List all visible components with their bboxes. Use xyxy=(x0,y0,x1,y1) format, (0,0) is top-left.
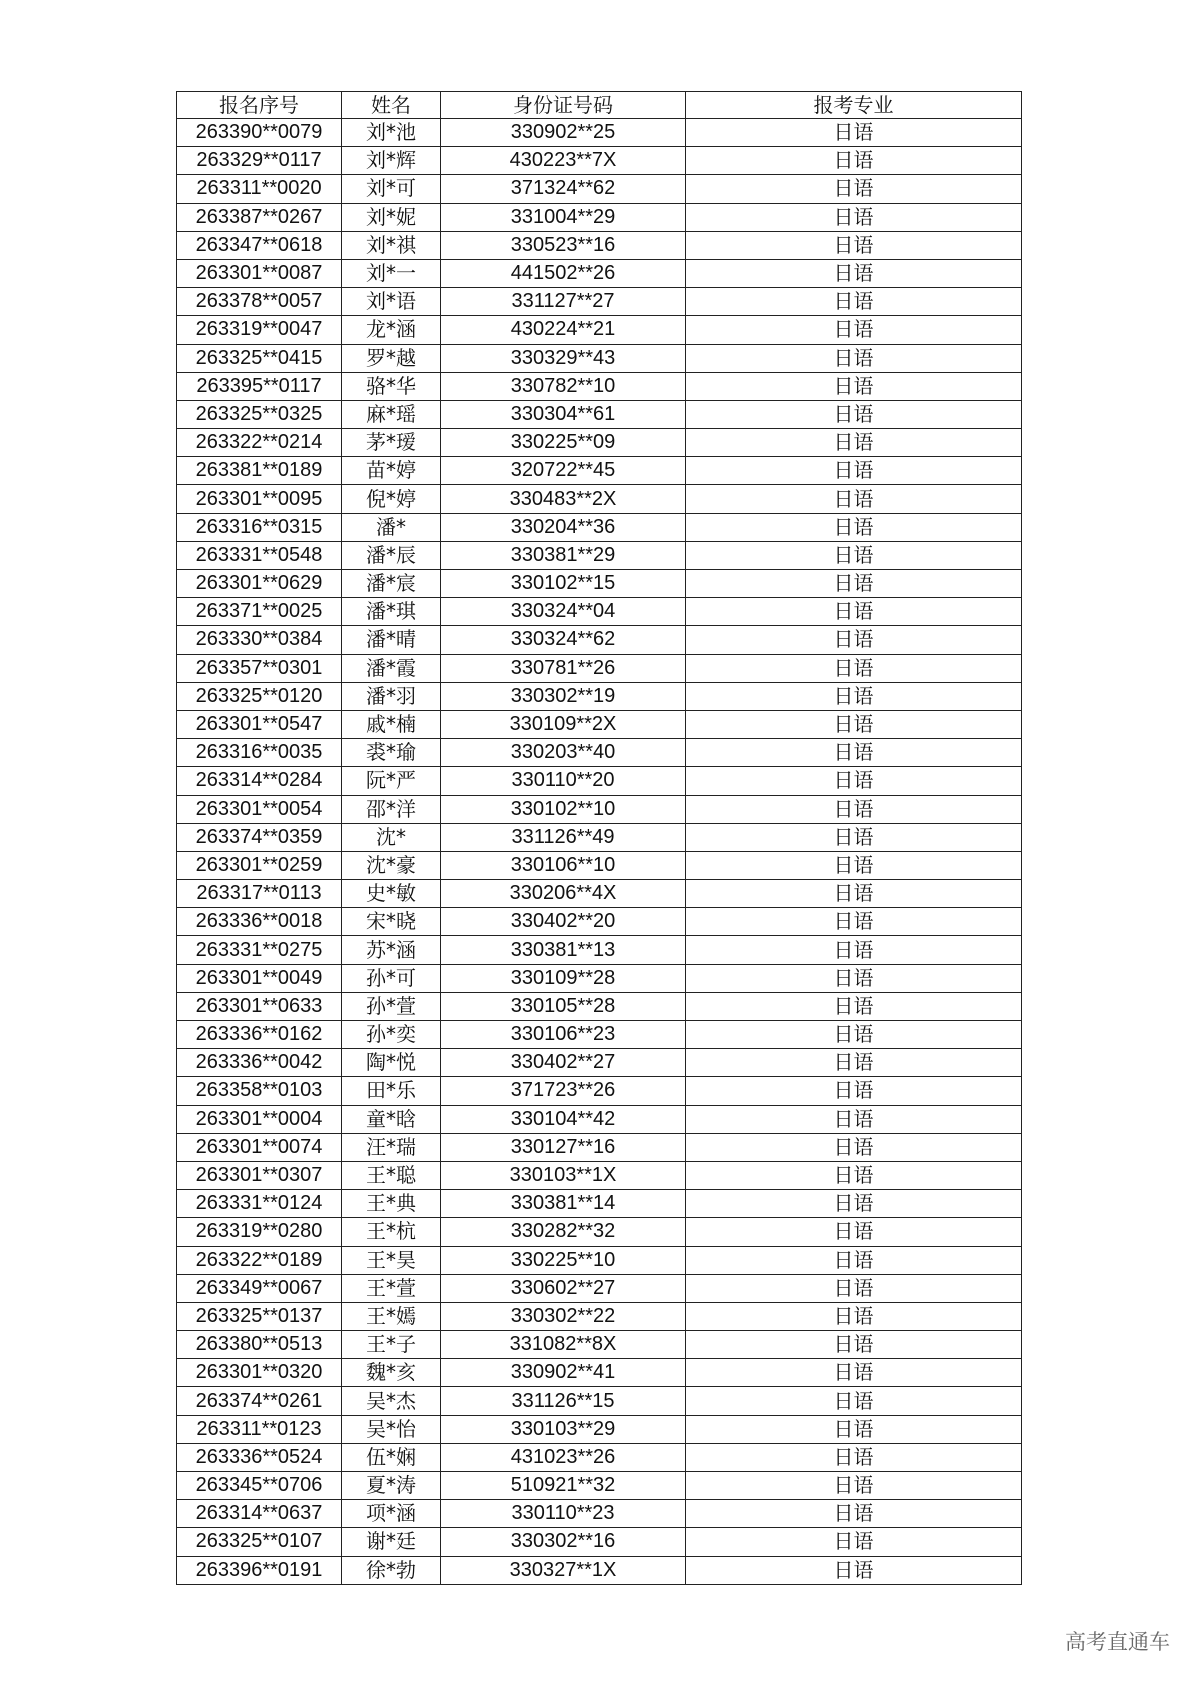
cell-name: 骆*华 xyxy=(342,372,441,400)
cell-registration-no: 263311**0020 xyxy=(177,175,342,203)
cell-registration-no: 263301**0633 xyxy=(177,992,342,1020)
cell-name: 孙*奕 xyxy=(342,1021,441,1049)
header-id-number: 身份证号码 xyxy=(441,92,686,119)
cell-id-number: 330109**28 xyxy=(441,964,686,992)
cell-id-number: 331127**27 xyxy=(441,288,686,316)
cell-registration-no: 263336**0042 xyxy=(177,1049,342,1077)
cell-name: 茅*瑷 xyxy=(342,429,441,457)
cell-registration-no: 263325**0107 xyxy=(177,1528,342,1556)
table-row xyxy=(177,1133,1022,1161)
cell-major: 日语 xyxy=(686,1190,1022,1218)
cell-name: 潘*宸 xyxy=(342,570,441,598)
table-row xyxy=(177,936,1022,964)
applicant-table xyxy=(176,91,1022,1585)
table-row xyxy=(177,908,1022,936)
table-row xyxy=(177,457,1022,485)
table-row xyxy=(177,1443,1022,1471)
cell-name: 王*嫣 xyxy=(342,1302,441,1330)
cell-name: 谢*廷 xyxy=(342,1528,441,1556)
cell-major: 日语 xyxy=(686,1387,1022,1415)
cell-id-number: 330104**42 xyxy=(441,1105,686,1133)
table-row xyxy=(177,1161,1022,1189)
cell-registration-no: 263317**0113 xyxy=(177,880,342,908)
table-row xyxy=(177,372,1022,400)
cell-id-number: 330106**10 xyxy=(441,851,686,879)
cell-name: 刘*可 xyxy=(342,175,441,203)
cell-id-number: 330110**23 xyxy=(441,1500,686,1528)
cell-id-number: 330402**27 xyxy=(441,1049,686,1077)
cell-name: 项*涵 xyxy=(342,1500,441,1528)
table-row xyxy=(177,316,1022,344)
cell-registration-no: 263301**0054 xyxy=(177,795,342,823)
cell-id-number: 330302**16 xyxy=(441,1528,686,1556)
cell-registration-no: 263331**0275 xyxy=(177,936,342,964)
cell-registration-no: 263371**0025 xyxy=(177,598,342,626)
cell-major: 日语 xyxy=(686,992,1022,1020)
table-row xyxy=(177,1387,1022,1415)
cell-id-number: 330225**09 xyxy=(441,429,686,457)
header-name: 姓名 xyxy=(342,92,441,119)
cell-name: 刘*池 xyxy=(342,119,441,147)
cell-id-number: 330206**4X xyxy=(441,880,686,908)
cell-major: 日语 xyxy=(686,1077,1022,1105)
cell-id-number: 330103**1X xyxy=(441,1161,686,1189)
table-row xyxy=(177,1077,1022,1105)
cell-registration-no: 263301**0547 xyxy=(177,710,342,738)
table-row xyxy=(177,1359,1022,1387)
table-row xyxy=(177,541,1022,569)
cell-id-number: 330302**19 xyxy=(441,682,686,710)
table-row xyxy=(177,513,1022,541)
cell-name: 王*子 xyxy=(342,1331,441,1359)
cell-registration-no: 263301**0074 xyxy=(177,1133,342,1161)
cell-major: 日语 xyxy=(686,541,1022,569)
table-row xyxy=(177,485,1022,513)
cell-name: 邵*洋 xyxy=(342,795,441,823)
cell-registration-no: 263329**0117 xyxy=(177,147,342,175)
table-row xyxy=(177,1021,1022,1049)
cell-major: 日语 xyxy=(686,1049,1022,1077)
table-row xyxy=(177,795,1022,823)
cell-id-number: 330204**36 xyxy=(441,513,686,541)
table-row xyxy=(177,964,1022,992)
table-row xyxy=(177,1331,1022,1359)
table-row xyxy=(177,654,1022,682)
cell-major: 日语 xyxy=(686,851,1022,879)
cell-major: 日语 xyxy=(686,1359,1022,1387)
table-row xyxy=(177,598,1022,626)
cell-name: 伍*娴 xyxy=(342,1443,441,1471)
cell-id-number: 330483**2X xyxy=(441,485,686,513)
cell-registration-no: 263319**0280 xyxy=(177,1218,342,1246)
table-row xyxy=(177,1274,1022,1302)
cell-name: 童*晗 xyxy=(342,1105,441,1133)
cell-name: 罗*越 xyxy=(342,344,441,372)
cell-major: 日语 xyxy=(686,1302,1022,1330)
cell-registration-no: 263390**0079 xyxy=(177,119,342,147)
watermark-text: 高考直通车 xyxy=(1065,1630,1170,1654)
cell-registration-no: 263387**0267 xyxy=(177,203,342,231)
header-registration-no: 报名序号 xyxy=(177,92,342,119)
cell-registration-no: 263325**0325 xyxy=(177,400,342,428)
cell-registration-no: 263347**0618 xyxy=(177,231,342,259)
cell-id-number: 330302**22 xyxy=(441,1302,686,1330)
cell-name: 倪*婷 xyxy=(342,485,441,513)
cell-name: 刘*辉 xyxy=(342,147,441,175)
cell-major: 日语 xyxy=(686,823,1022,851)
cell-major: 日语 xyxy=(686,1472,1022,1500)
cell-registration-no: 263314**0637 xyxy=(177,1500,342,1528)
cell-name: 戚*楠 xyxy=(342,710,441,738)
cell-id-number: 330327**1X xyxy=(441,1556,686,1584)
table-row xyxy=(177,400,1022,428)
header-major: 报考专业 xyxy=(686,92,1022,119)
cell-major: 日语 xyxy=(686,429,1022,457)
table-row xyxy=(177,119,1022,147)
cell-registration-no: 263316**0035 xyxy=(177,739,342,767)
cell-registration-no: 263325**0137 xyxy=(177,1302,342,1330)
cell-major: 日语 xyxy=(686,485,1022,513)
cell-id-number: 441502**26 xyxy=(441,259,686,287)
cell-major: 日语 xyxy=(686,259,1022,287)
table-row xyxy=(177,851,1022,879)
table-row xyxy=(177,626,1022,654)
cell-registration-no: 263325**0120 xyxy=(177,682,342,710)
cell-major: 日语 xyxy=(686,654,1022,682)
cell-major: 日语 xyxy=(686,457,1022,485)
table-row xyxy=(177,1472,1022,1500)
cell-name: 阮*严 xyxy=(342,767,441,795)
cell-registration-no: 263378**0057 xyxy=(177,288,342,316)
cell-name: 苗*婷 xyxy=(342,457,441,485)
table-row xyxy=(177,344,1022,372)
cell-major: 日语 xyxy=(686,908,1022,936)
cell-name: 吴*杰 xyxy=(342,1387,441,1415)
cell-registration-no: 263349**0067 xyxy=(177,1274,342,1302)
cell-registration-no: 263301**0259 xyxy=(177,851,342,879)
cell-major: 日语 xyxy=(686,288,1022,316)
cell-registration-no: 263336**0018 xyxy=(177,908,342,936)
cell-name: 宋*晓 xyxy=(342,908,441,936)
cell-id-number: 371723**26 xyxy=(441,1077,686,1105)
cell-id-number: 330105**28 xyxy=(441,992,686,1020)
cell-id-number: 331082**8X xyxy=(441,1331,686,1359)
cell-id-number: 330324**62 xyxy=(441,626,686,654)
cell-major: 日语 xyxy=(686,570,1022,598)
table-row xyxy=(177,739,1022,767)
cell-id-number: 330103**29 xyxy=(441,1415,686,1443)
cell-registration-no: 263322**0214 xyxy=(177,429,342,457)
cell-id-number: 330402**20 xyxy=(441,908,686,936)
cell-registration-no: 263331**0124 xyxy=(177,1190,342,1218)
table-row xyxy=(177,175,1022,203)
cell-name: 魏*亥 xyxy=(342,1359,441,1387)
cell-major: 日语 xyxy=(686,710,1022,738)
cell-major: 日语 xyxy=(686,1443,1022,1471)
cell-major: 日语 xyxy=(686,1331,1022,1359)
cell-registration-no: 263380**0513 xyxy=(177,1331,342,1359)
cell-id-number: 330102**10 xyxy=(441,795,686,823)
cell-id-number: 330127**16 xyxy=(441,1133,686,1161)
cell-registration-no: 263311**0123 xyxy=(177,1415,342,1443)
cell-major: 日语 xyxy=(686,203,1022,231)
cell-registration-no: 263319**0047 xyxy=(177,316,342,344)
table-row xyxy=(177,880,1022,908)
cell-id-number: 330902**25 xyxy=(441,119,686,147)
cell-registration-no: 263374**0261 xyxy=(177,1387,342,1415)
cell-major: 日语 xyxy=(686,1415,1022,1443)
cell-registration-no: 263396**0191 xyxy=(177,1556,342,1584)
cell-id-number: 330381**14 xyxy=(441,1190,686,1218)
table-body xyxy=(177,119,1022,1585)
cell-name: 汪*瑞 xyxy=(342,1133,441,1161)
cell-id-number: 510921**32 xyxy=(441,1472,686,1500)
cell-major: 日语 xyxy=(686,1218,1022,1246)
cell-id-number: 330381**29 xyxy=(441,541,686,569)
cell-registration-no: 263301**0049 xyxy=(177,964,342,992)
table-row xyxy=(177,147,1022,175)
cell-name: 徐*勃 xyxy=(342,1556,441,1584)
cell-name: 王*典 xyxy=(342,1190,441,1218)
table-row xyxy=(177,429,1022,457)
table-row xyxy=(177,1528,1022,1556)
cell-name: 孙*萱 xyxy=(342,992,441,1020)
cell-name: 王*聪 xyxy=(342,1161,441,1189)
table-row xyxy=(177,682,1022,710)
cell-name: 吴*怡 xyxy=(342,1415,441,1443)
cell-name: 刘*祺 xyxy=(342,231,441,259)
cell-id-number: 330225**10 xyxy=(441,1246,686,1274)
cell-id-number: 330106**23 xyxy=(441,1021,686,1049)
table-row xyxy=(177,570,1022,598)
cell-name: 麻*瑶 xyxy=(342,400,441,428)
cell-major: 日语 xyxy=(686,231,1022,259)
cell-id-number: 330110**20 xyxy=(441,767,686,795)
cell-registration-no: 263336**0524 xyxy=(177,1443,342,1471)
cell-name: 龙*涵 xyxy=(342,316,441,344)
cell-major: 日语 xyxy=(686,344,1022,372)
cell-major: 日语 xyxy=(686,175,1022,203)
cell-id-number: 431023**26 xyxy=(441,1443,686,1471)
cell-registration-no: 263316**0315 xyxy=(177,513,342,541)
table-row xyxy=(177,1246,1022,1274)
cell-name: 潘*霞 xyxy=(342,654,441,682)
table-row xyxy=(177,767,1022,795)
cell-id-number: 430223**7X xyxy=(441,147,686,175)
cell-name: 刘*一 xyxy=(342,259,441,287)
table-row xyxy=(177,231,1022,259)
table-row xyxy=(177,823,1022,851)
cell-id-number: 371324**62 xyxy=(441,175,686,203)
cell-name: 潘*晴 xyxy=(342,626,441,654)
cell-registration-no: 263336**0162 xyxy=(177,1021,342,1049)
cell-id-number: 330602**27 xyxy=(441,1274,686,1302)
cell-name: 王*昊 xyxy=(342,1246,441,1274)
cell-major: 日语 xyxy=(686,682,1022,710)
cell-name: 王*萱 xyxy=(342,1274,441,1302)
cell-id-number: 430224**21 xyxy=(441,316,686,344)
cell-major: 日语 xyxy=(686,147,1022,175)
cell-major: 日语 xyxy=(686,1161,1022,1189)
table-row xyxy=(177,259,1022,287)
cell-registration-no: 263381**0189 xyxy=(177,457,342,485)
cell-major: 日语 xyxy=(686,1105,1022,1133)
cell-id-number: 330902**41 xyxy=(441,1359,686,1387)
cell-major: 日语 xyxy=(686,1246,1022,1274)
cell-name: 潘* xyxy=(342,513,441,541)
cell-registration-no: 263330**0384 xyxy=(177,626,342,654)
cell-name: 刘*妮 xyxy=(342,203,441,231)
cell-major: 日语 xyxy=(686,513,1022,541)
cell-registration-no: 263301**0629 xyxy=(177,570,342,598)
cell-registration-no: 263325**0415 xyxy=(177,344,342,372)
cell-registration-no: 263331**0548 xyxy=(177,541,342,569)
table-row xyxy=(177,1500,1022,1528)
table-row xyxy=(177,1105,1022,1133)
cell-id-number: 330781**26 xyxy=(441,654,686,682)
cell-major: 日语 xyxy=(686,626,1022,654)
cell-id-number: 330381**13 xyxy=(441,936,686,964)
table-row xyxy=(177,992,1022,1020)
cell-major: 日语 xyxy=(686,1556,1022,1584)
cell-id-number: 331126**15 xyxy=(441,1387,686,1415)
cell-major: 日语 xyxy=(686,119,1022,147)
cell-major: 日语 xyxy=(686,1133,1022,1161)
cell-major: 日语 xyxy=(686,372,1022,400)
cell-name: 潘*辰 xyxy=(342,541,441,569)
cell-registration-no: 263358**0103 xyxy=(177,1077,342,1105)
cell-name: 潘*羽 xyxy=(342,682,441,710)
cell-id-number: 330102**15 xyxy=(441,570,686,598)
cell-major: 日语 xyxy=(686,964,1022,992)
cell-id-number: 330304**61 xyxy=(441,400,686,428)
cell-major: 日语 xyxy=(686,1021,1022,1049)
cell-major: 日语 xyxy=(686,1500,1022,1528)
cell-registration-no: 263395**0117 xyxy=(177,372,342,400)
cell-registration-no: 263301**0087 xyxy=(177,259,342,287)
cell-name: 裘*瑜 xyxy=(342,739,441,767)
cell-id-number: 330324**04 xyxy=(441,598,686,626)
table-header-row xyxy=(177,92,1022,119)
table-row xyxy=(177,1556,1022,1584)
cell-major: 日语 xyxy=(686,1528,1022,1556)
cell-name: 沈*豪 xyxy=(342,851,441,879)
table-row xyxy=(177,1302,1022,1330)
table-row xyxy=(177,1415,1022,1443)
cell-id-number: 330109**2X xyxy=(441,710,686,738)
table-row xyxy=(177,1218,1022,1246)
cell-id-number: 331004**29 xyxy=(441,203,686,231)
cell-registration-no: 263314**0284 xyxy=(177,767,342,795)
cell-major: 日语 xyxy=(686,880,1022,908)
table-row xyxy=(177,1049,1022,1077)
cell-major: 日语 xyxy=(686,767,1022,795)
cell-id-number: 330203**40 xyxy=(441,739,686,767)
cell-registration-no: 263322**0189 xyxy=(177,1246,342,1274)
cell-major: 日语 xyxy=(686,598,1022,626)
cell-registration-no: 263301**0320 xyxy=(177,1359,342,1387)
cell-id-number: 330329**43 xyxy=(441,344,686,372)
cell-name: 潘*琪 xyxy=(342,598,441,626)
cell-major: 日语 xyxy=(686,400,1022,428)
table-row xyxy=(177,1190,1022,1218)
cell-name: 田*乐 xyxy=(342,1077,441,1105)
cell-name: 王*杭 xyxy=(342,1218,441,1246)
cell-registration-no: 263357**0301 xyxy=(177,654,342,682)
cell-name: 苏*涵 xyxy=(342,936,441,964)
cell-name: 史*敏 xyxy=(342,880,441,908)
cell-major: 日语 xyxy=(686,1274,1022,1302)
cell-name: 孙*可 xyxy=(342,964,441,992)
cell-major: 日语 xyxy=(686,316,1022,344)
cell-name: 夏*涛 xyxy=(342,1472,441,1500)
cell-registration-no: 263301**0004 xyxy=(177,1105,342,1133)
cell-major: 日语 xyxy=(686,739,1022,767)
cell-registration-no: 263301**0307 xyxy=(177,1161,342,1189)
cell-registration-no: 263301**0095 xyxy=(177,485,342,513)
cell-id-number: 330523**16 xyxy=(441,231,686,259)
table-row xyxy=(177,288,1022,316)
cell-id-number: 330282**32 xyxy=(441,1218,686,1246)
cell-registration-no: 263374**0359 xyxy=(177,823,342,851)
cell-id-number: 320722**45 xyxy=(441,457,686,485)
cell-id-number: 331126**49 xyxy=(441,823,686,851)
cell-id-number: 330782**10 xyxy=(441,372,686,400)
cell-major: 日语 xyxy=(686,795,1022,823)
cell-registration-no: 263345**0706 xyxy=(177,1472,342,1500)
table-row xyxy=(177,710,1022,738)
cell-major: 日语 xyxy=(686,936,1022,964)
cell-name: 陶*悦 xyxy=(342,1049,441,1077)
cell-name: 沈* xyxy=(342,823,441,851)
table-row xyxy=(177,203,1022,231)
cell-name: 刘*语 xyxy=(342,288,441,316)
